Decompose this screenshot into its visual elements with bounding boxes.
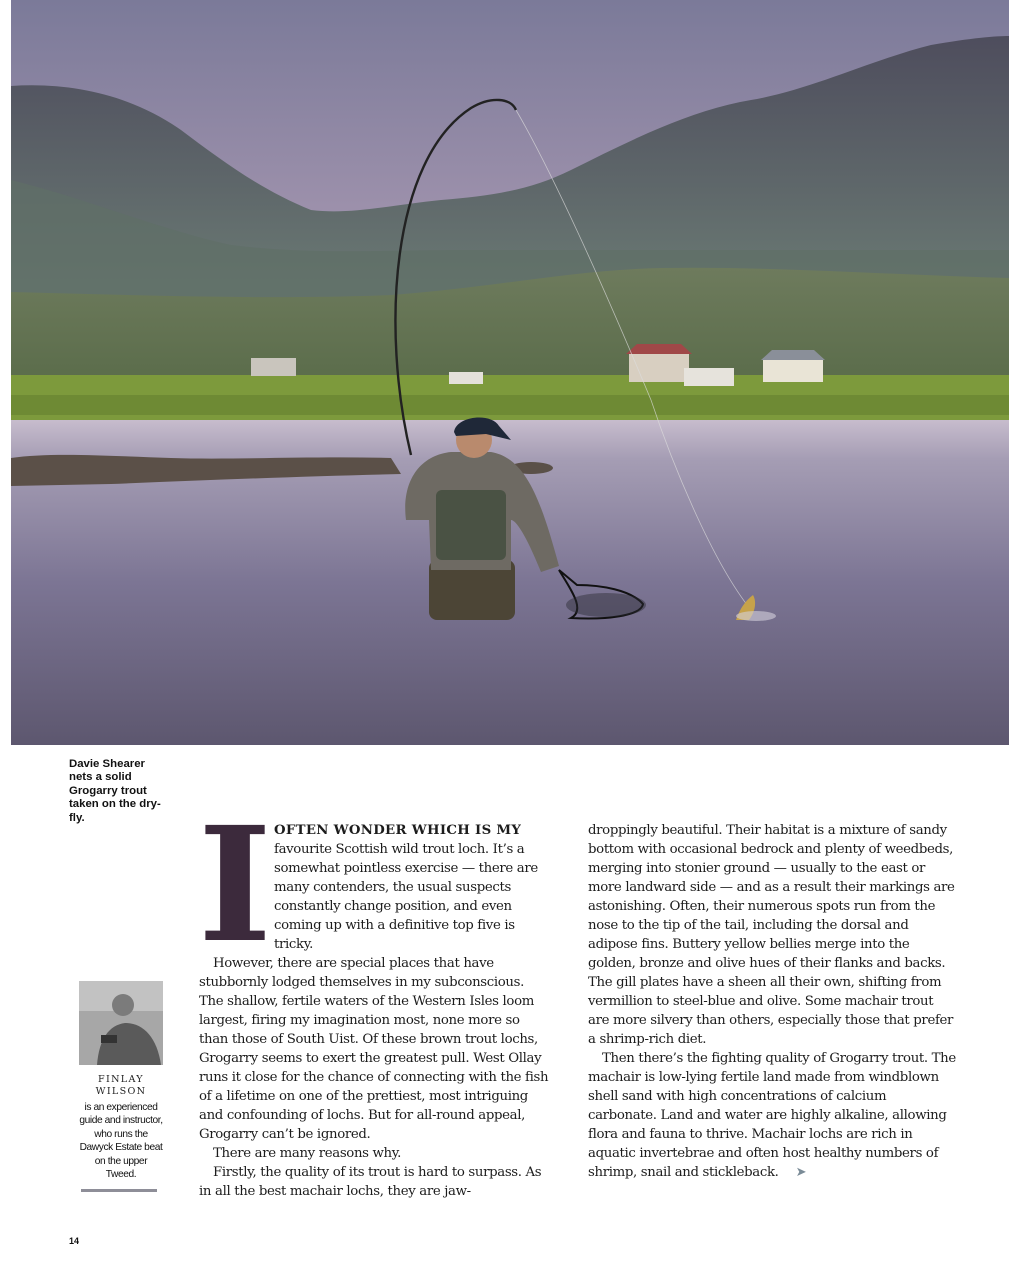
author-photo bbox=[79, 981, 163, 1065]
paragraph-4: Firstly, the quality of its trout is hard to surpass. As in all the best machair lochs, they are jaw- bbox=[199, 1165, 542, 1199]
article-column-2 bbox=[588, 821, 956, 1182]
page-number: 14 bbox=[69, 1236, 80, 1246]
paragraph-1: OFTEN WONDER WHICH IS MY favourite Scottish wild trout loch. It’s a somewhat pointless exercise — there are many contenders, the usual suspects constantly change position, and even coming up with a definitive top five is tricky. bbox=[274, 823, 538, 952]
lead-in: OFTEN WONDER WHICH IS MY bbox=[274, 823, 522, 838]
author-name: FINLAY WILSON bbox=[95, 1074, 147, 1097]
drop-cap: I bbox=[198, 793, 272, 978]
paragraph-5: Then there’s the fighting quality of Grogarry trout. The machair is low-lying fertile land made from windblown shell sand with high concentrations of calcium carbonate. Land and water are highly alkaline, allowing flora and fauna to thrive. Machair lochs are rich in aquatic invertebrae and often host healthy numbers of shrimp, snail and stickleback. ➤ bbox=[588, 1051, 956, 1180]
end-arrow-icon: ➤ bbox=[795, 1165, 807, 1180]
author-bio: is an experienced guide and instructor, who runs the Dawyck Estate beat on the upper Tweed. bbox=[79, 1102, 163, 1181]
photo-caption: Davie Shearer nets a solid Grogarry trout taken on the dry-fly. bbox=[69, 758, 161, 824]
paragraph-3: There are many reasons why. bbox=[213, 1146, 402, 1161]
article-column-1 bbox=[198, 793, 549, 1201]
author-divider bbox=[81, 1189, 157, 1192]
paragraph-2: However, there are special places that have stubbornly lodged themselves in my subconscious. The shallow, fertile waters of the Western Isles loom largest, firing my imagination most, none more so than those of South Uist. Of these brown trout lochs, Grogarry seems to exert the greatest pull. West Ollay runs it close for the chance of connecting with the fish of a lifetime on one of the prettiest, most intriguing and confounding of lochs. But for all-round appeal, Grogarry can’t be ignored. bbox=[199, 956, 549, 1142]
author-box bbox=[79, 981, 163, 1192]
hero-photo bbox=[11, 0, 1009, 745]
paragraph-4-continued: droppingly beautiful. Their habitat is a mixture of sandy bottom with occasional bedrock and plenty of weedbeds, merging into stonier ground — usually to the east or more landward side — and as a result their markings are astonishing. Often, their numerous spots run from the nose to the tip of the tail, including the dorsal and adipose fins. Buttery yellow bellies merge into the golden, bronze and olive hues of their flanks and backs. The gill plates have a sheen all their own, shifting from vermillion to steel-blue and olive. Some machair trout are more silvery than others, especially those that prefer a shrimp-rich diet. bbox=[588, 823, 955, 1047]
